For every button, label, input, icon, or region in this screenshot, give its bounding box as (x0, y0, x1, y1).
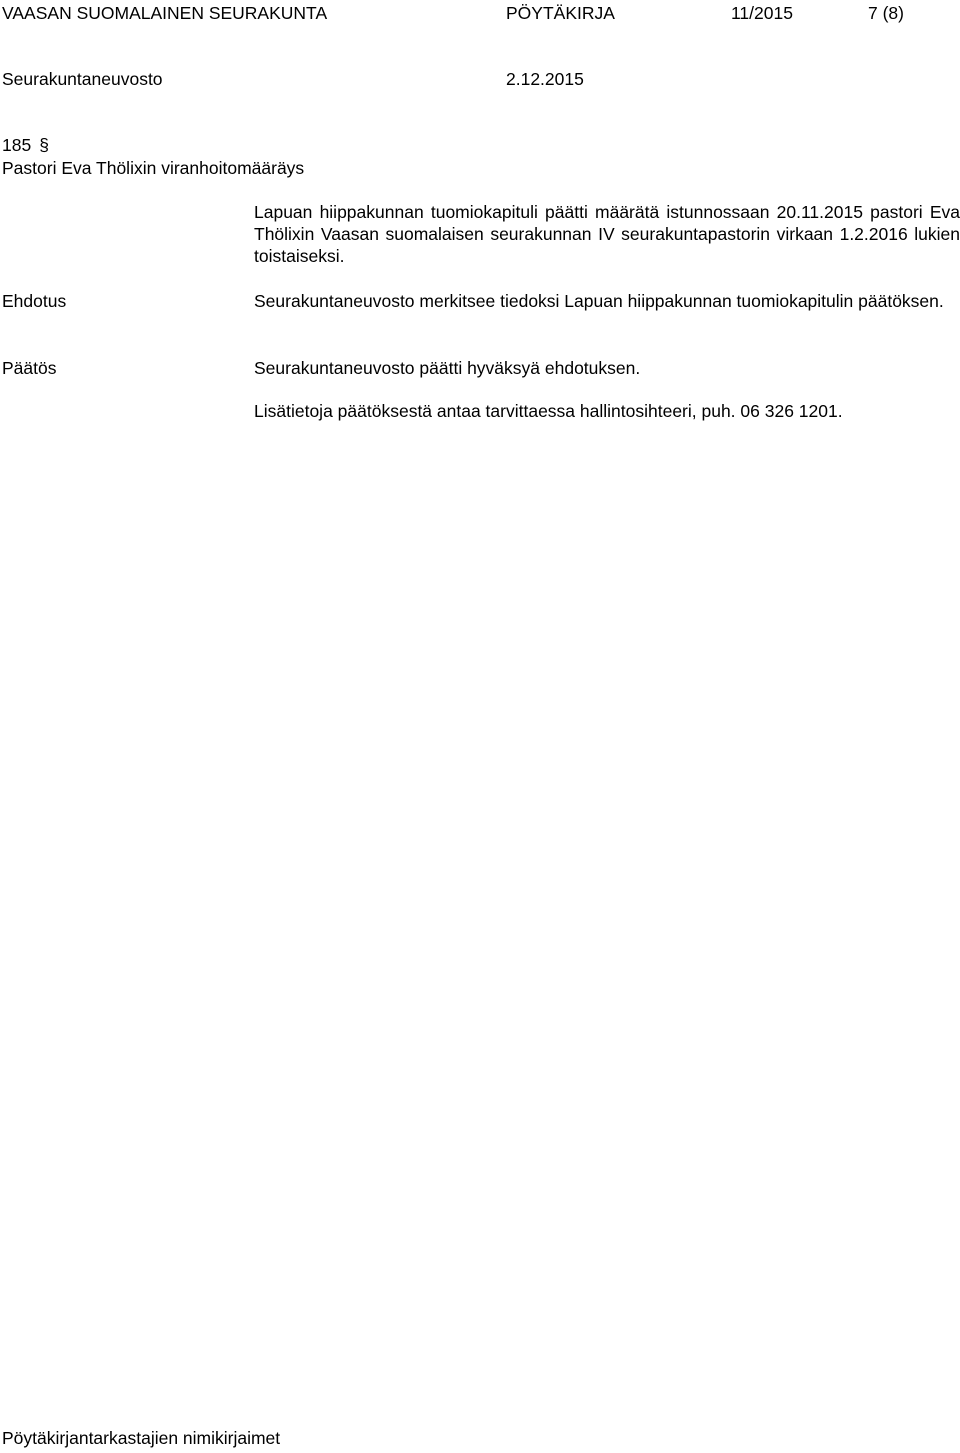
organization-name: VAASAN SUOMALAINEN SEURAKUNTA (2, 3, 328, 23)
footer-initials-label: Pöytäkirjantarkastajien nimikirjaimet (2, 1428, 281, 1448)
section-sign: § (39, 135, 49, 155)
body-name: Seurakuntaneuvosto (2, 69, 163, 89)
decision-label: Päätös (2, 358, 57, 378)
decision-text: Seurakuntaneuvosto päätti hyväksyä ehdotuksen. (254, 358, 641, 378)
section-title: Pastori Eva Thölixin viranhoitomääräys (2, 158, 305, 178)
proposal-label: Ehdotus (2, 291, 67, 311)
page-number: 7 (8) (868, 3, 904, 23)
section-number: 185 (2, 135, 32, 155)
info-text: Lisätietoja päätöksestä antaa tarvittaessa hallintosihteeri, puh. 06 326 1201. (254, 401, 843, 421)
intro-paragraph: Lapuan hiippakunnan tuomiokapituli päätti määrätä istunnossaan 20.11.2015 pastori Eva Thölixin Vaasan suomalaisen seurakunnan IV seurakuntapastorin virkaan 1.2.2016 lukien toistaiseksi. (254, 202, 960, 266)
section-number-line (2, 134, 49, 156)
meeting-date: 2.12.2015 (506, 69, 584, 89)
document-type: PÖYTÄKIRJA (506, 3, 615, 23)
proposal-text: Seurakuntaneuvosto merkitsee tiedoksi Lapuan hiippakunnan tuomiokapitulin päätöksen. (254, 291, 944, 311)
document-number: 11/2015 (731, 3, 793, 23)
